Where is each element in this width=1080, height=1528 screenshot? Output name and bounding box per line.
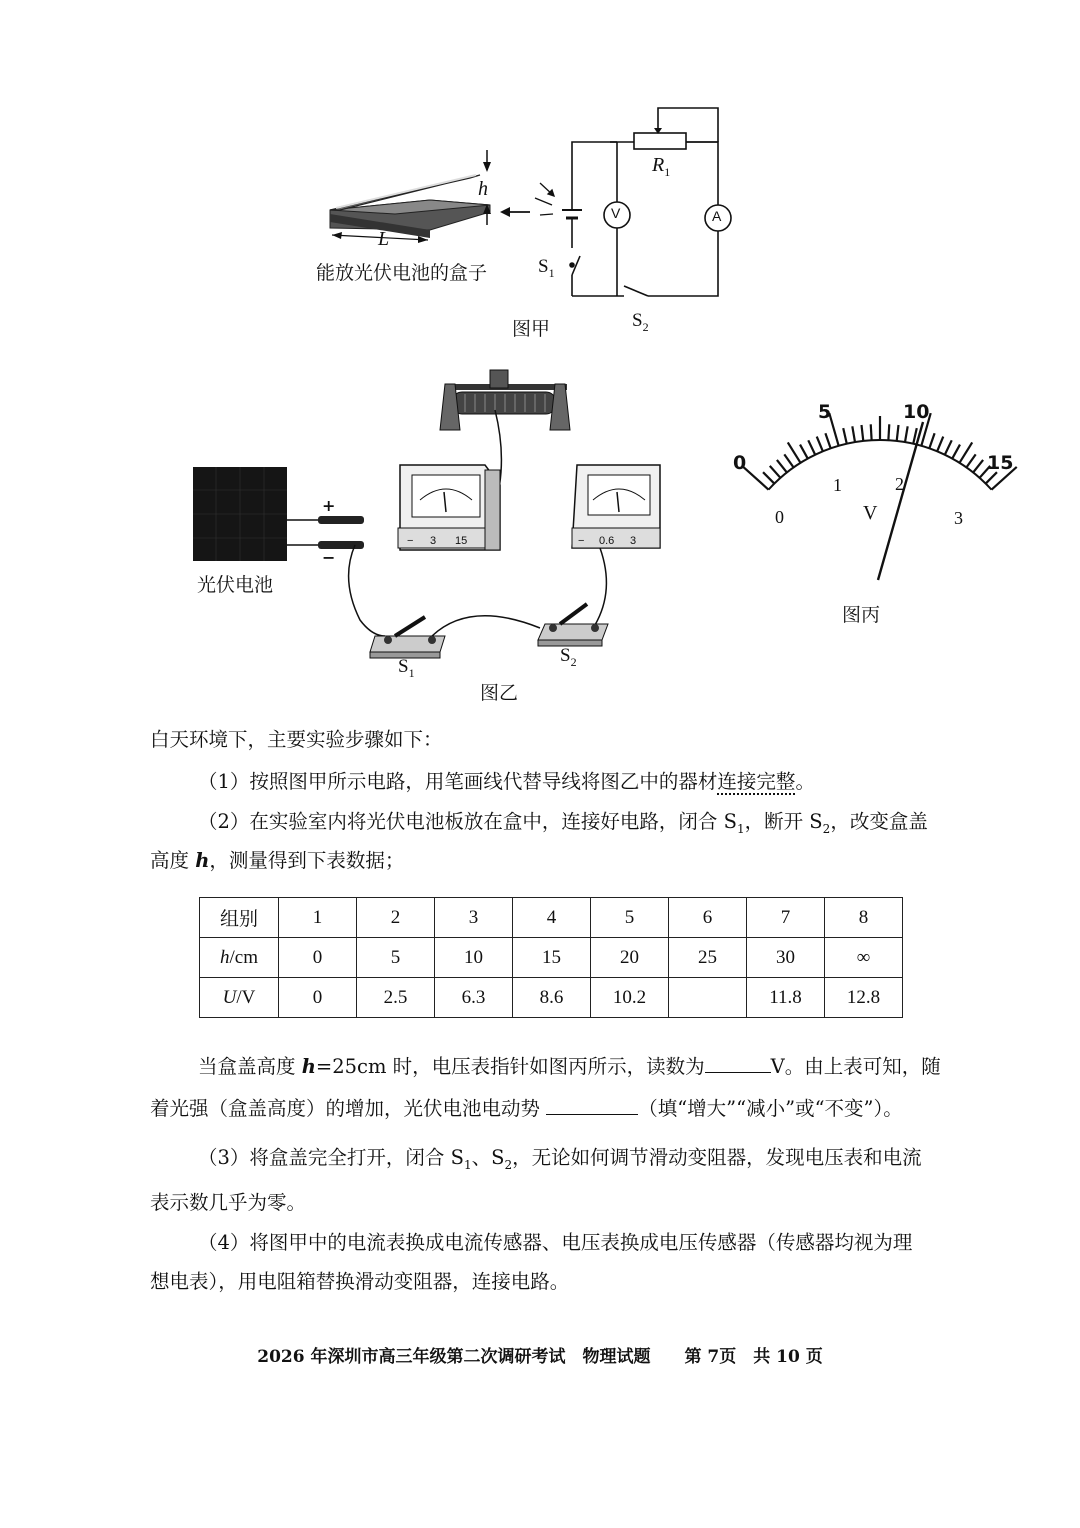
pv-box-label: 能放光伏电池的盒子: [316, 262, 488, 284]
pv-cell-label: 光伏电池: [197, 574, 274, 596]
s2-label-a: $S_2$: [632, 310, 649, 334]
ammeter-terminal-3: 3: [630, 535, 637, 547]
table-row: [200, 978, 903, 1018]
ammeter-terminal-0.6: 0.6: [599, 535, 615, 547]
dial-tick: [800, 445, 808, 459]
table-cell: 1: [279, 898, 357, 938]
dial-tick: [945, 440, 952, 454]
dial-tick: [966, 454, 975, 467]
dial-tick: [743, 467, 768, 490]
pv-box-drawing: [330, 150, 530, 243]
ammeter-drawing: [572, 465, 660, 548]
figure-c-caption: 图丙: [842, 604, 881, 626]
table-cell: 0: [279, 978, 357, 1018]
dial-tick: [825, 433, 830, 448]
table-cell: ∞: [825, 938, 903, 978]
answer-blank-reading[interactable]: [705, 1052, 771, 1073]
step-1: （1）按照图甲所示电路，用笔画线代替导线将图乙中的器材连接完整。: [198, 770, 815, 793]
dial-outer-10: 10: [903, 401, 930, 423]
answer-blank-emf[interactable]: [546, 1094, 638, 1115]
pv-plus-label: +: [322, 496, 336, 515]
table-cell: 2.5: [357, 978, 435, 1018]
dial-outer-5: 5: [818, 401, 832, 423]
table-cell: 3: [435, 898, 513, 938]
pv-minus-label: −: [322, 548, 336, 567]
switch-s2-drawing: [538, 604, 608, 646]
table-cell: 8.6: [513, 978, 591, 1018]
voltmeter-symbol-a: V: [611, 205, 621, 221]
table-cell: [669, 978, 747, 1018]
data-table: [199, 897, 903, 1018]
circuit-a: [562, 108, 731, 296]
voltmeter-terminal-15: 15: [455, 535, 468, 547]
table-cell: 6.3: [435, 978, 513, 1018]
dial-tick: [817, 437, 823, 452]
dial-tick: [871, 424, 872, 440]
table-cell: 30: [747, 938, 825, 978]
table-cell: 20: [591, 938, 669, 978]
table-cell: 7: [747, 898, 825, 938]
table-row: [200, 898, 903, 938]
table-cell: 10: [435, 938, 513, 978]
dial-tick: [784, 454, 793, 467]
dial-tick: [888, 424, 889, 440]
table-cell: 5: [357, 938, 435, 978]
table-cell: 6: [669, 898, 747, 938]
dial-tick: [952, 445, 960, 459]
step-2-line1: （2）在实验室内将光伏电池板放在盒中，连接好电路，闭合 $S_1$，断开 $S_2$，改变盒盖: [198, 810, 928, 836]
step-3-line2: 表示数几乎为零。: [150, 1191, 307, 1214]
dial-tick: [770, 466, 781, 478]
table-header-h: h/cm: [200, 938, 279, 978]
s1-label-a: $S_1$: [538, 256, 555, 280]
table-cell: 8: [825, 898, 903, 938]
step-4-line2: 想电表），用电阻箱替换滑动变阻器，连接电路。: [150, 1270, 570, 1293]
ammeter-terminal-minus: −: [578, 535, 585, 547]
table-cell: 10.2: [591, 978, 669, 1018]
voltmeter-terminal-minus: −: [407, 535, 414, 547]
table-header-u: U/V: [200, 978, 279, 1018]
dial-tick: [861, 425, 863, 441]
light-rays-icon: [535, 183, 554, 215]
s1-label-b: $S_1$: [398, 656, 415, 680]
table-cell: 5: [591, 898, 669, 938]
figure-a-diagram: [0, 0, 1080, 340]
dial-inner-1: 1: [833, 475, 842, 495]
dial-tick: [937, 437, 943, 452]
dial-tick: [788, 442, 801, 462]
step-2-line2: 高度 h，测量得到下表数据；: [150, 849, 405, 872]
dial-outer-0: 0: [733, 452, 747, 474]
table-cell: 2: [357, 898, 435, 938]
r1-label: $R_1$: [652, 154, 671, 179]
dial-tick: [777, 460, 787, 473]
figure-c-dial: [720, 380, 1040, 600]
dial-inner-0: 0: [775, 507, 784, 527]
voltmeter-terminal-3: 3: [430, 535, 437, 547]
dial-inner-3: 3: [954, 508, 963, 528]
dial-tick: [897, 425, 899, 441]
figure-a-caption: 图甲: [512, 318, 551, 340]
table-row: [200, 938, 903, 978]
intro-text: 白天环境下，主要实验步骤如下：: [150, 728, 443, 751]
dial-outer-15: 15: [987, 452, 1014, 474]
ammeter-symbol-a: A: [712, 208, 722, 224]
dial-tick: [973, 460, 983, 473]
page-footer: 2026 年深圳市高三年级第二次调研考试 物理试题 第 7页 共 10 页: [257, 1347, 823, 1367]
dial-tick: [852, 426, 855, 442]
dial-tick: [959, 442, 972, 462]
table-cell: 25: [669, 938, 747, 978]
table-cell: 4: [513, 898, 591, 938]
step-3-line1: （3）将盒盖完全打开，闭合 $S_1$、$S_2$，无论如何调节滑动变阻器，发现电压表和电流: [198, 1146, 922, 1172]
L-label: L: [378, 228, 390, 250]
dial-tick: [905, 426, 908, 442]
rheostat-drawing: [440, 370, 570, 430]
question-line1: 当盒盖高度 h=25cm 时，电压表指针如图丙所示，读数为 V。由上表可知，随: [198, 1052, 1008, 1082]
question-line2: 着光强（盒盖高度）的增加，光伏电池电动势 （填“增大”“减小”或“不变”）。: [150, 1094, 960, 1124]
step-4-line1: （4）将图甲中的电流表换成电流传感器、电压表换成电压传感器（传感器均视为理: [198, 1231, 913, 1254]
figure-b-diagram: [0, 355, 720, 705]
table-cell: 0: [279, 938, 357, 978]
dial-tick: [843, 428, 847, 444]
dial-inner-2: 2: [895, 474, 904, 494]
dial-tick: [929, 433, 934, 448]
table-cell: 15: [513, 938, 591, 978]
table-header-group: 组别: [200, 898, 279, 938]
dial-unit: V: [863, 502, 878, 524]
h-label: h: [478, 178, 488, 200]
meter-needle: [878, 422, 923, 580]
dial-tick: [763, 472, 774, 483]
s2-label-b: $S_2$: [560, 645, 577, 669]
switch-s1-drawing: [370, 617, 445, 658]
table-cell: 11.8: [747, 978, 825, 1018]
figure-b-caption: 图乙: [480, 682, 519, 704]
table-cell: 12.8: [825, 978, 903, 1018]
dial-tick: [808, 440, 815, 454]
